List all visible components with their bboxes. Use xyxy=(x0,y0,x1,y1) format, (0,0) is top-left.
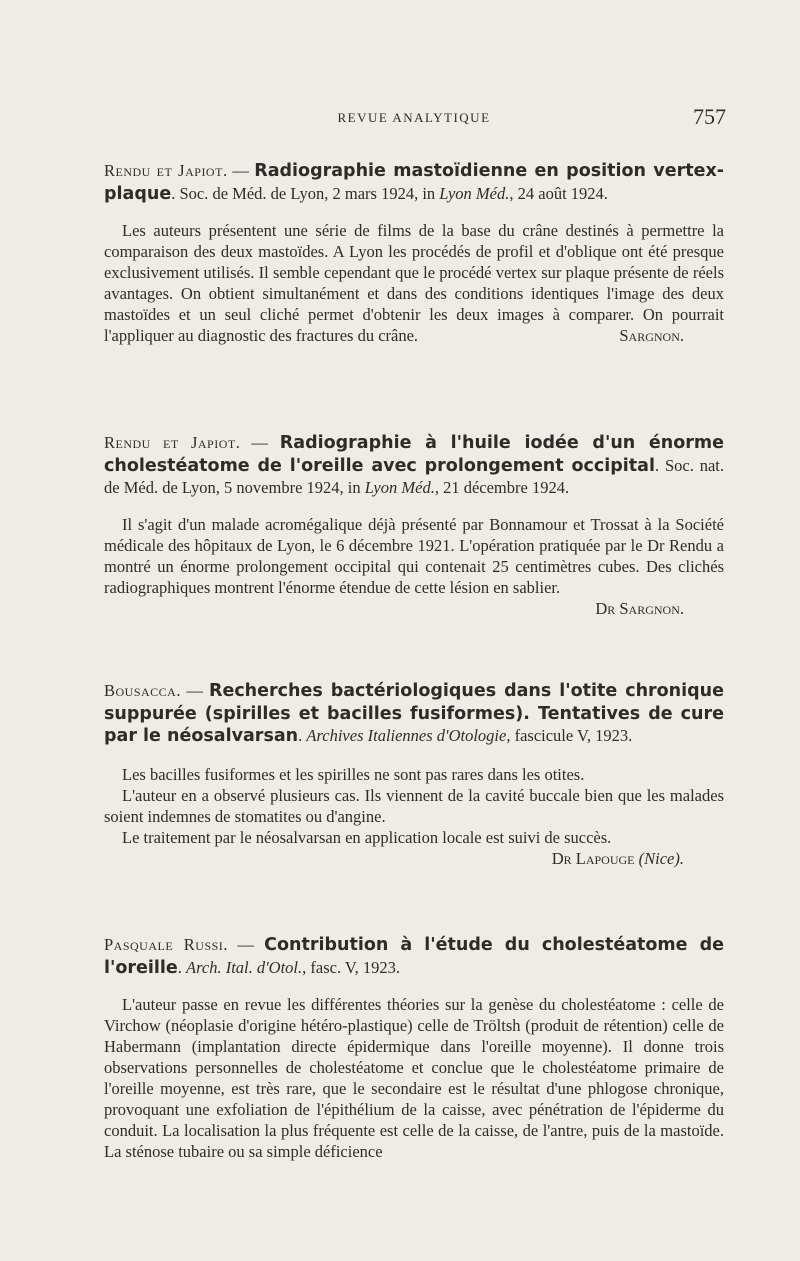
article-authors: Bousacca xyxy=(104,681,177,700)
article-body xyxy=(104,514,724,619)
article-body xyxy=(104,994,724,1162)
article-3 xyxy=(104,680,724,869)
article-1 xyxy=(104,160,724,346)
paragraph: L'auteur passe en revue les différentes théories sur la genèse du cholestéatome : celle de Virchow (néoplasie d'origine hétéro-plastique) celle de Tröltsh (produit de rétention) celle de Habermann (implantation directe épidermique dans l'oreille moyenne). Il donne trois observations personnelles de cholestéatome et conclue que le cholestéatome primaire de l'oreille moyenne, est très rare, que le secondaire est le résultat d'une phlogose chronique, provoquant une exfoliation de l'épithélium de la caisse, avec pénétration de l'épiderme du conduit. La localisation la plus fréquente est celle de la caisse, de l'antre, puis de la mastoïde. La sténose tubaire ou sa simple déficience xyxy=(104,995,724,1161)
article-authors: Rendu et Japiot xyxy=(104,433,236,452)
journal-name: Archives Italiennes d'Otologie xyxy=(306,726,507,745)
signature: Dr Sargnon. xyxy=(595,598,684,618)
article-source: . Soc. de Méd. de Lyon, 2 mars 1924, in xyxy=(171,183,440,203)
article-source-end: , fascicule V, 1923. xyxy=(506,726,633,745)
journal-name: Lyon Méd. xyxy=(439,183,510,203)
article-source: . xyxy=(298,726,307,745)
article-body xyxy=(104,764,724,868)
article-authors: Pasquale Russi xyxy=(104,935,224,954)
article-source: . xyxy=(177,957,186,977)
journal-name: Lyon Méd. xyxy=(364,478,435,497)
paragraph: Le traitement par le néosalvarsan en application locale est suivi de succès. Dr Lapouge (Nice). xyxy=(122,827,684,868)
article-source-end: , 24 août 1924. xyxy=(509,183,608,203)
signature-place: (Nice). xyxy=(638,848,684,868)
separator: . — xyxy=(176,681,209,700)
running-head: REVUE ANALYTIQUE xyxy=(337,110,491,125)
article-4 xyxy=(104,934,724,1162)
article-title: Contribution à l'étude du cholestéatome de l'oreille xyxy=(104,935,724,978)
article-reference xyxy=(104,934,724,979)
article-source-end: , fasc. V, 1923. xyxy=(302,957,401,977)
article-2 xyxy=(104,432,724,619)
article-authors: Rendu et Japiot xyxy=(104,161,223,180)
article-reference xyxy=(104,432,724,499)
separator: . — xyxy=(222,161,255,180)
paragraph: Les bacilles fusiformes et les spirilles ne sont pas rares dans les otites. xyxy=(122,764,585,784)
article-source-end: , 21 décembre 1924. xyxy=(434,478,570,497)
paragraph: Les auteurs présentent une série de films de la base du crâne destinés à permettre la comparaison des deux mastoïdes. A Lyon les procédés de profil et d'oblique ont été presque exclusivement utilisés. Il semble cependant que le procédé vertex sur plaque présente de réels avantages. On obtient simultanément et dans des conditions identiques l'image des deux mastoïdes et un seul cliché permet d'obtenir les deux images à comparer. On pourrait l'appliquer au diagnostic des fractures du crâne. Sargnon. xyxy=(104,221,724,345)
page-number: 757 xyxy=(693,104,726,129)
page-header xyxy=(104,104,724,130)
signature: Sargnon. xyxy=(619,326,684,345)
journal-name: Arch. Ital. d'Otol. xyxy=(186,957,303,977)
article-source: . Soc. nat. de Méd. de Lyon, 5 novembre 1924, in xyxy=(104,455,724,497)
article-reference xyxy=(104,680,724,748)
article-reference xyxy=(104,160,724,205)
paragraph: L'auteur en a observé plusieurs cas. Ils viennent de la cavité buccale bien que les malades soient indemnes de stomatites ou d'angine. xyxy=(104,785,724,826)
signature: Dr Lapouge (Nice). xyxy=(551,848,684,868)
article-title: Recherches bactériologiques dans l'otite chronique suppurée (spirilles et bacilles fusiformes). Tentatives de cure par le néosalvarsan xyxy=(104,681,724,746)
article-body xyxy=(104,220,724,346)
separator: . — xyxy=(223,935,265,954)
paragraph: Il s'agit d'un malade acromégalique déjà présenté par Bonnamour et Trossat à la Société médicale des hôpitaux de Lyon, le 6 décembre 1921. L'opération pratiquée par le Dr Rendu a montré un énorme prolongement occipital qui contenait 25 centimètres cubes. Des clichés radiographiques montrent l'énorme étendue de cette lésion en sablier. xyxy=(104,514,724,597)
article-title: Radiographie mastoïdienne en position vertex-plaque xyxy=(104,161,724,204)
separator: . — xyxy=(235,433,280,452)
article-title: Radiographie à l'huile iodée d'un énorme cholestéatome de l'oreille avec prolongement occipital xyxy=(104,433,725,476)
